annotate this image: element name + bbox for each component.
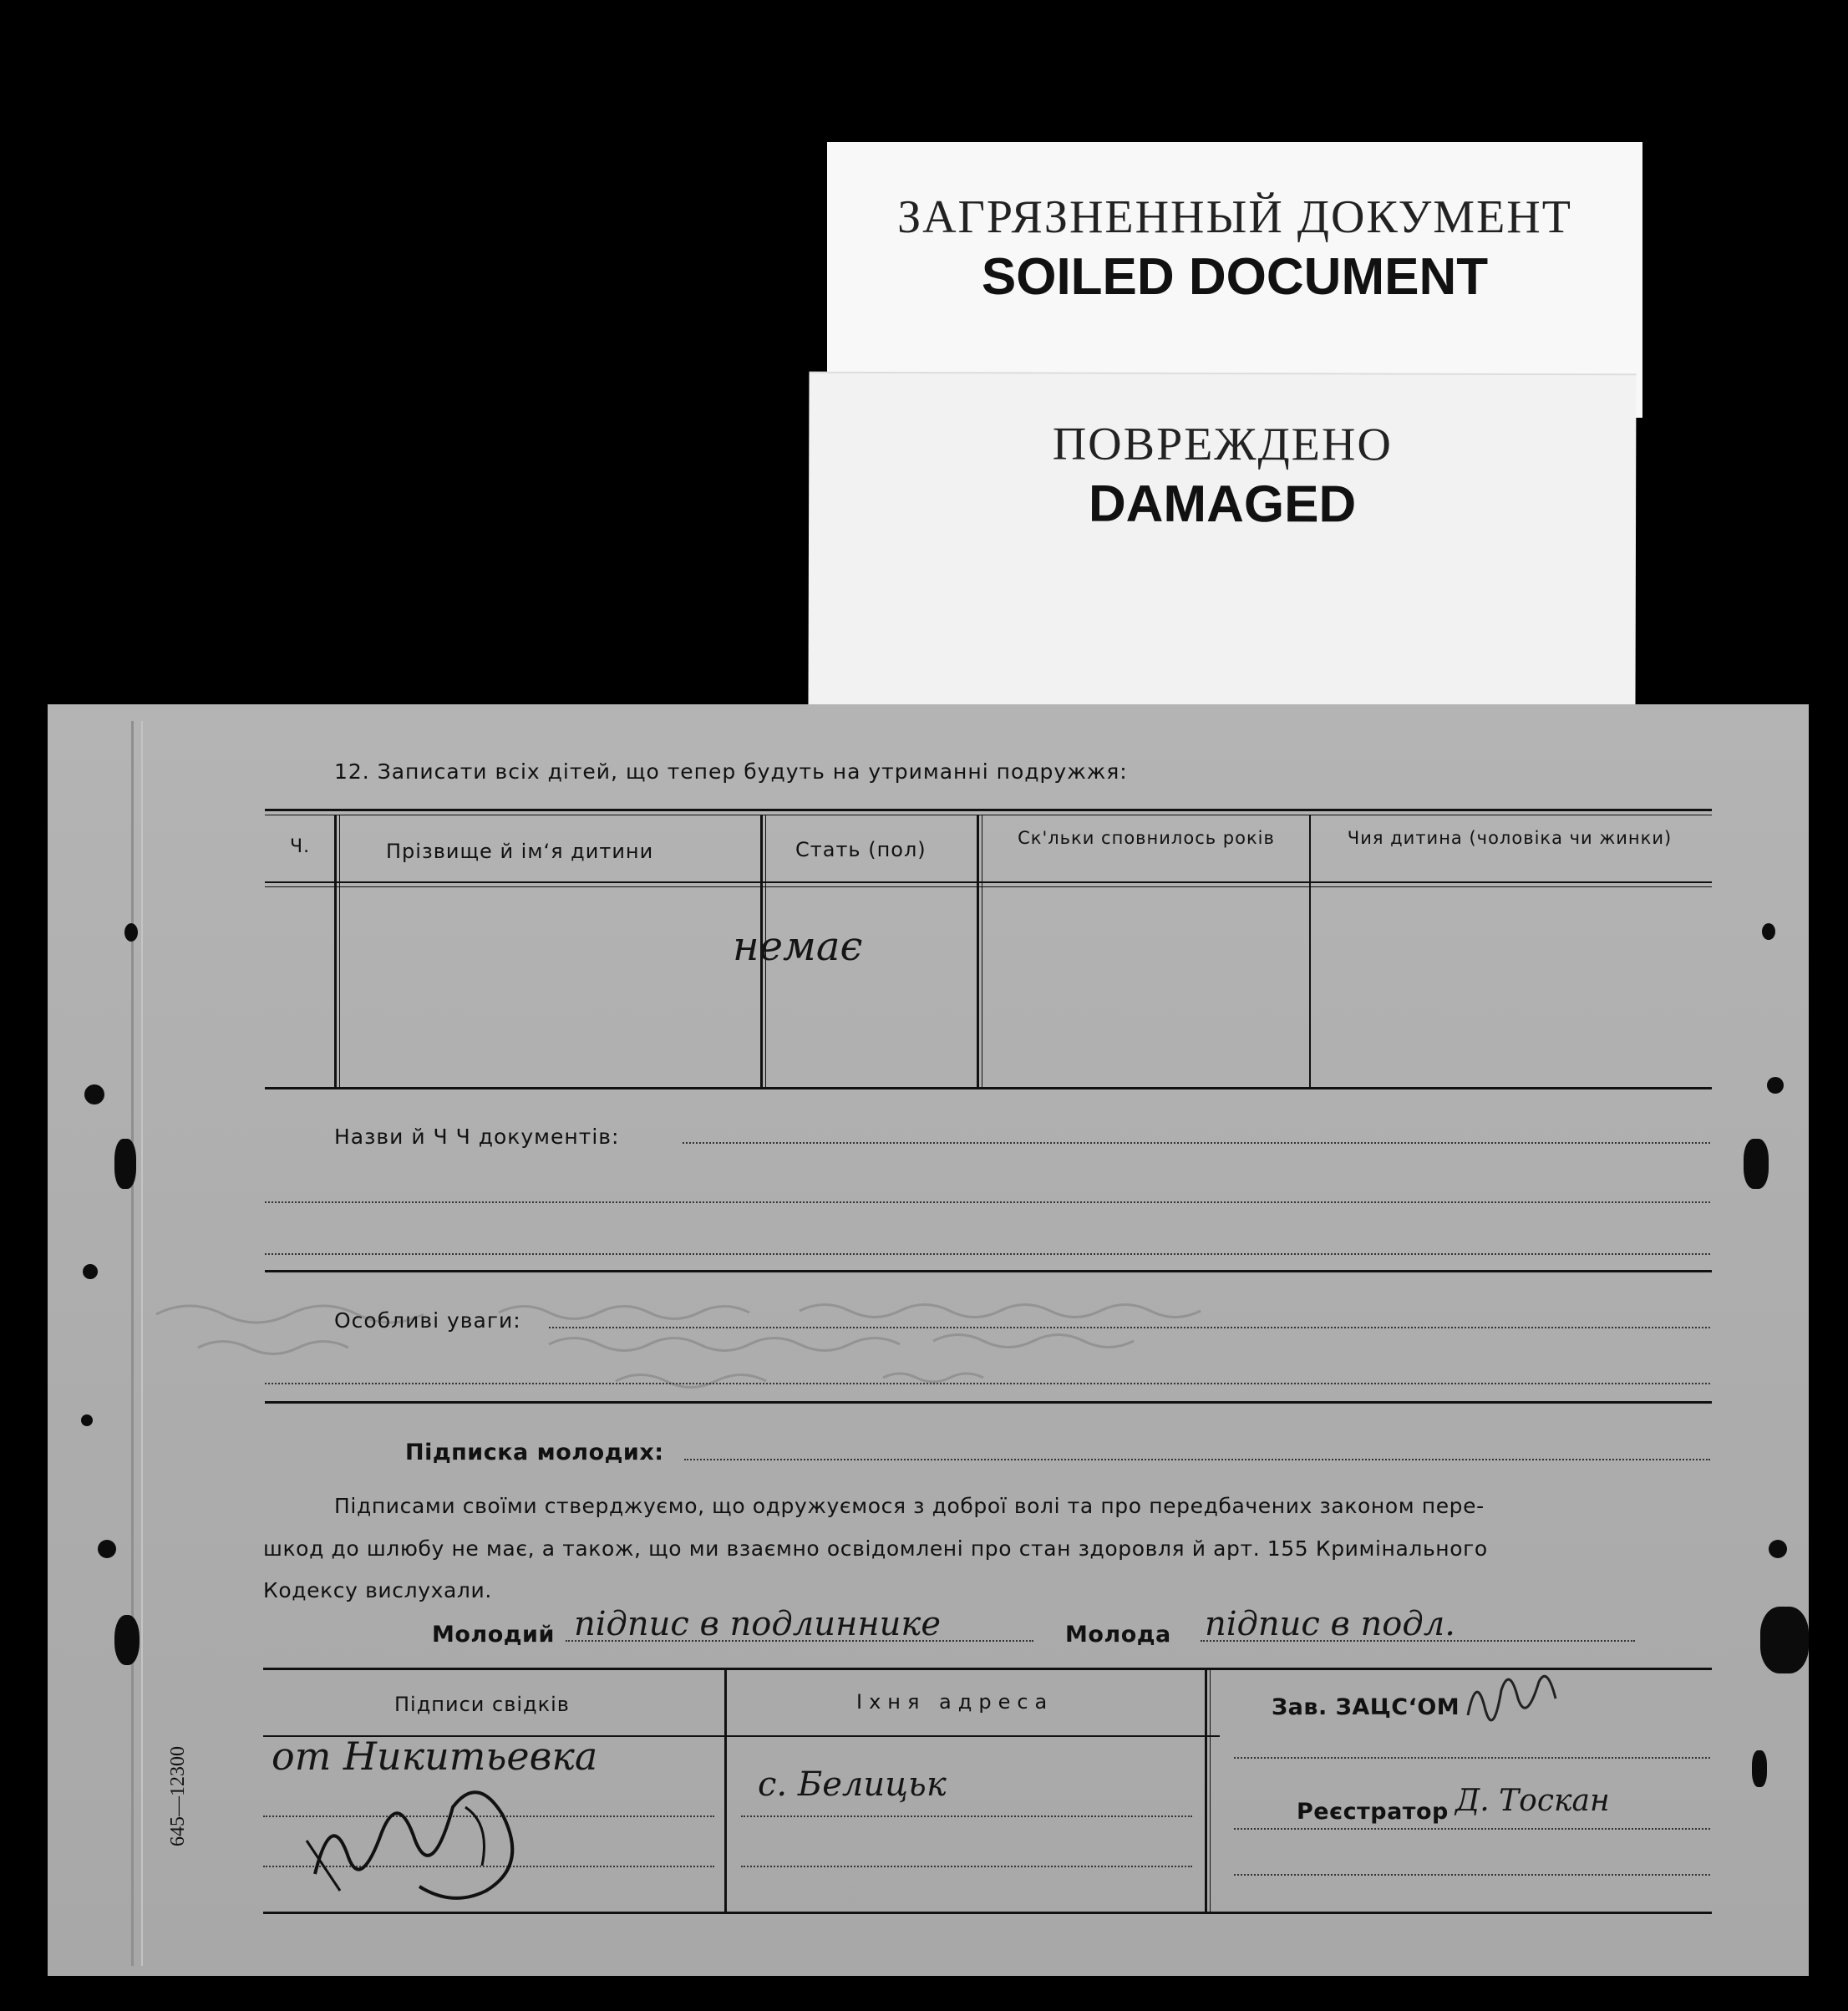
documents-line-1: [683, 1142, 1710, 1144]
col-header-num: Ч.: [290, 836, 311, 857]
groom-label: Молодий: [432, 1622, 555, 1648]
torn-edge: [114, 1615, 140, 1665]
witness-signature-scribble: [298, 1782, 541, 1907]
registrar-label: Реєстратор: [1297, 1799, 1449, 1825]
table-col-divider: [977, 815, 979, 1087]
witness-header: Підписи свідків: [394, 1693, 570, 1716]
table-col-divider: [339, 815, 340, 1087]
registrar-line-2: [1234, 1874, 1710, 1876]
punch-hole: [1767, 1077, 1784, 1094]
bleed-through-writing: [148, 1289, 1276, 1406]
witness-col-divider: [1210, 1668, 1211, 1912]
zags-head-signature: [1460, 1673, 1568, 1732]
punch-hole: [1762, 923, 1775, 940]
witness-signature-1: от Никитьевка: [272, 1734, 598, 1779]
punch-hole: [98, 1540, 116, 1558]
bride-signature-line: [1201, 1640, 1635, 1642]
marriage-form-sheet: [48, 704, 1809, 1976]
punch-hole: [1769, 1540, 1787, 1558]
declaration-line-3: Кодексу вислухали.: [263, 1578, 492, 1602]
col-header-whose: Чия дитина (чоловіка чи жинки): [1347, 828, 1673, 848]
bride-signature: підпис в подл.: [1205, 1605, 1455, 1643]
torn-edge: [1752, 1750, 1767, 1787]
soiled-notice-ru: ЗАГРЯЗНЕННЫЙ ДОКУМЕНТ: [897, 191, 1572, 243]
punch-hole: [81, 1414, 93, 1426]
address-header: Іхня адреса: [856, 1690, 1054, 1714]
address-line-2: [741, 1866, 1192, 1867]
table-top-rule: [265, 809, 1712, 811]
address-line-1: [741, 1815, 1192, 1817]
damaged-notice-card: [808, 372, 1636, 710]
declaration-line-2: шкод до шлюбу не має, а також, що ми взаємно освідомлені про стан здоровля й арт. 155 Кримінального: [263, 1536, 1488, 1561]
table-header-rule: [265, 881, 1712, 883]
fold-line-highlight: [141, 721, 143, 1966]
registrar-signature: Д. Тоскан: [1455, 1784, 1610, 1818]
documents-label: Назви й Ч Ч документів:: [334, 1125, 620, 1149]
documents-bottom-rule: [265, 1270, 1712, 1272]
groom-signature: підпис в подлиннике: [574, 1605, 941, 1643]
table-bottom-rule: [265, 1087, 1712, 1089]
zags-head-line: [1234, 1757, 1710, 1759]
table-col-divider: [1309, 815, 1311, 1087]
signature-heading: Підписка молодих:: [405, 1440, 664, 1465]
zags-head-label: Зав. ЗАЦС‘ОМ: [1272, 1694, 1460, 1720]
registrar-line-1: [1234, 1828, 1710, 1830]
col-header-name: Прізвище й ім‘я дитини: [386, 840, 654, 863]
fold-line: [131, 721, 134, 1966]
table-header-rule-thin: [265, 886, 1712, 887]
damaged-notice-ru: ПОВРЕЖДЕНО: [1052, 418, 1393, 471]
witness-col-divider: [1205, 1668, 1207, 1912]
col-header-age: Ск'льки сповнилось років: [1018, 828, 1275, 848]
children-handwritten-entry: немає: [733, 923, 863, 970]
torn-edge: [114, 1139, 136, 1189]
witness-col-divider: [724, 1668, 727, 1912]
torn-edge: [1744, 1139, 1769, 1189]
damaged-notice-en: DAMAGED: [1088, 475, 1357, 534]
declaration-line-1: Підписами своїми стверджуємо, що одружуємося з доброї волі та про передбачених законом пере-: [334, 1494, 1485, 1518]
soiled-notice-en: SOILED DOCUMENT: [981, 248, 1489, 306]
punch-hole: [83, 1264, 98, 1279]
form-print-number: 645—12300: [167, 1746, 189, 1846]
documents-line-3: [265, 1253, 1710, 1255]
remarks-label: Особливі уваги:: [334, 1308, 521, 1333]
witness-table-top-rule: [263, 1668, 1712, 1670]
bride-label: Молода: [1065, 1622, 1171, 1648]
col-header-sex: Стать (пол): [795, 838, 927, 861]
documents-line-2: [265, 1201, 1710, 1203]
witness-address-1: с. Белицьк: [758, 1765, 947, 1804]
groom-signature-line: [566, 1640, 1033, 1642]
punch-hole: [124, 923, 138, 942]
table-col-divider: [334, 815, 337, 1087]
signature-heading-line: [684, 1459, 1710, 1460]
section-12-heading: 12. Записати всіх дітей, що тепер будуть на утриманні подружжя:: [334, 759, 1128, 784]
punch-hole: [84, 1084, 104, 1105]
witness-table-bottom-rule: [263, 1912, 1712, 1914]
torn-edge: [1760, 1607, 1809, 1673]
